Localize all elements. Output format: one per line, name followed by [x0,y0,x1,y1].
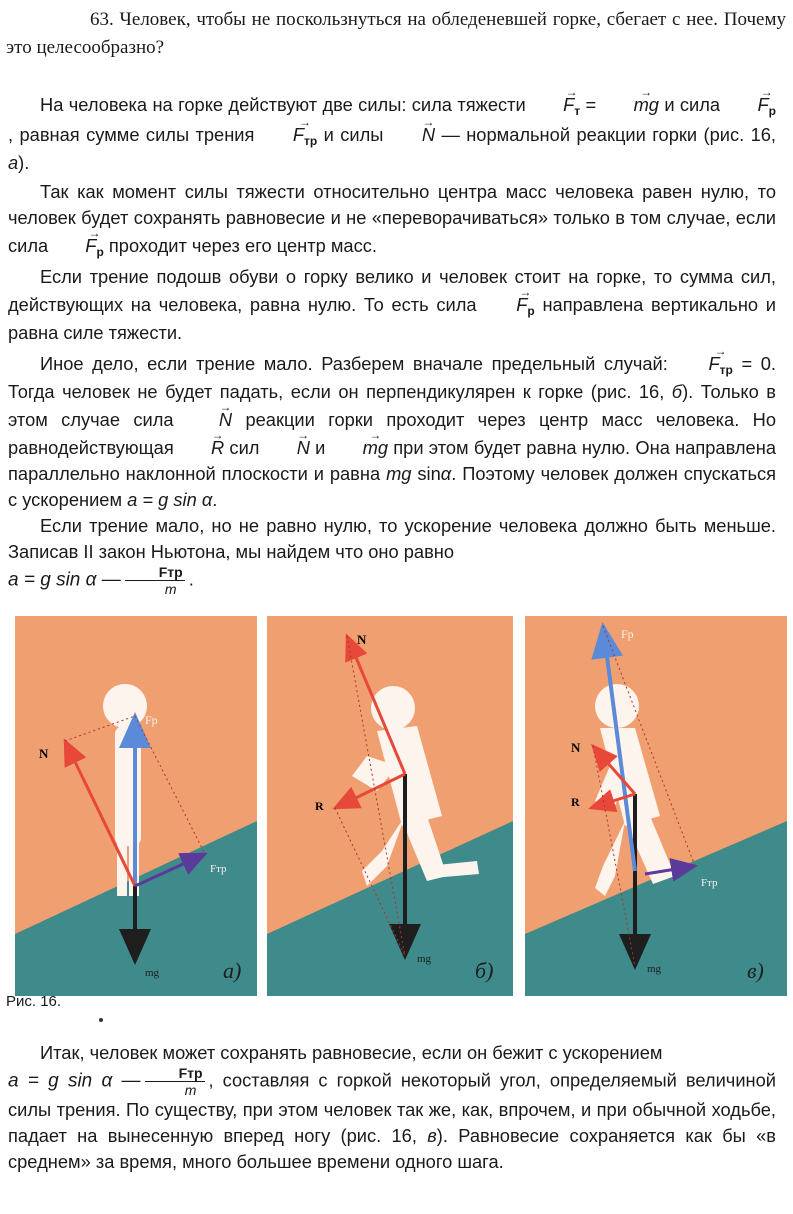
label-r: R [571,795,580,809]
friction-fraction: $\frac{\text{Fтр}}{m}$ [145,1066,205,1097]
answer-paragraph-1: На человека на горке действуют две силы: сила тяжести → $F_т$ = → mg и сила → $F_р$, равная сумме силы трения → $F_{тр}$ и силы → N — нормальной реакции горки (рис. 16, а). [8,90,776,176]
figure-panel-c [525,616,787,996]
label-fp: Fр [621,627,634,641]
answer-paragraph-4: Иное дело, если трение мало. Разберем вначале предельный случай: → $F_{тр} = 0$. Тогда человек не будет падать, если он перпендикулярен к горке (рис. 16, б). Только в этом случае сила → N реакции горки проходит через центр масс человека. Но равнодействующая → R сил → N и → mg при этом будет равна нулю. Она направлена параллельно наклонной плоскости и равна mg sinα. Поэтому человек должен спускаться с ускорением a = g sin α. [8,349,776,513]
vector-f-p: → $F_р$ [725,90,776,120]
label-n: N [357,632,367,647]
figure-panel-b [267,616,513,996]
acceleration-formula-lhs: a = g sin α — [8,569,121,591]
friction-fraction: $\frac{\text{Fтр}}{m}$ [125,565,185,596]
vector-f-tr: → $F_{тр}$ [261,120,317,150]
answer-paragraph-2: Так как момент силы тяжести относительно центра масс человека равен нулю, то человек будет сохранять равновесие и не «переворачиваться» только в том случае, если сила → $F_р$ проходит через его центр масс. [8,179,776,261]
vector-f-p: → $F_р$ [484,290,535,320]
problem-text: Человек, чтобы не поскользнуться на обледеневшей горке, сбегает с нее. Почему это целесообразно? [6,9,787,58]
label-mg: mg [145,967,160,979]
panel-label-b: б) [475,958,494,983]
conclusion-text [8,1040,776,1175]
answer-text [8,90,776,596]
answer-paragraph-3: Если трение подошв обуви о горку велико и человек стоит на горке, то сумма сил, действующих на человека, равна нулю. То есть сила → $F_р$ направлена вертикально и равна силе тяжести. [8,264,776,346]
acceleration-formula: a = g sin α [127,489,213,510]
vector-f-tr: → $F_{тр}$ [676,349,732,379]
vector-r: → R [179,433,224,457]
print-speck [99,1018,103,1022]
vector-mg: → mg [602,90,659,114]
label-n: N [39,746,49,761]
figure-panel-a [15,616,257,996]
panel-label-c: в) [747,958,764,983]
conclusion-paragraph: Итак, человек может сохранять равновесие, если он бежит с ускорением a = g sin α — $\frac{\text{Fтр}}{m}$ , составляя с горкой некоторый угол, определяемый величиной силы трения. По существу, при этом человек так же, как, впрочем, и при обычной ходьбе, падает на вынесенную вперед ногу (рис. 16, в). Равновесие сохраняется как бы «в среднем» за время, много большее времени одного шага. [8,1042,776,1172]
vector-f-p: → $F_р$ [53,231,104,261]
vector-f-t: → $F_т$ [531,90,580,120]
problem-number: 63. [90,9,114,30]
label-mg: mg [417,953,432,965]
label-r: R [315,799,324,813]
label-n: N [571,740,581,755]
vector-mg: → mg [331,433,388,457]
problem-statement [6,6,786,62]
panel-label-a: а) [223,958,242,983]
figure-caption: Рис. 16. [6,993,62,1010]
vector-n: → N [187,405,232,429]
vector-n: → N [265,433,310,457]
label-ftr: Fтр [701,877,718,889]
acceleration-formula-lhs: a = g sin α — [8,1070,141,1092]
label-fp: Fр [145,713,158,727]
label-ftr: Fтр [210,863,227,875]
vector-n: → N [390,120,435,144]
label-mg: mg [647,963,662,975]
answer-paragraph-5: Если трение мало, но не равно нулю, то ускорение человека должно быть меньше. Записав II закон Ньютона, мы найдем что оно равно a = g sin α — $\frac{\text{Fтр}}{m}$ . [8,515,776,597]
figure-16 [15,616,787,996]
